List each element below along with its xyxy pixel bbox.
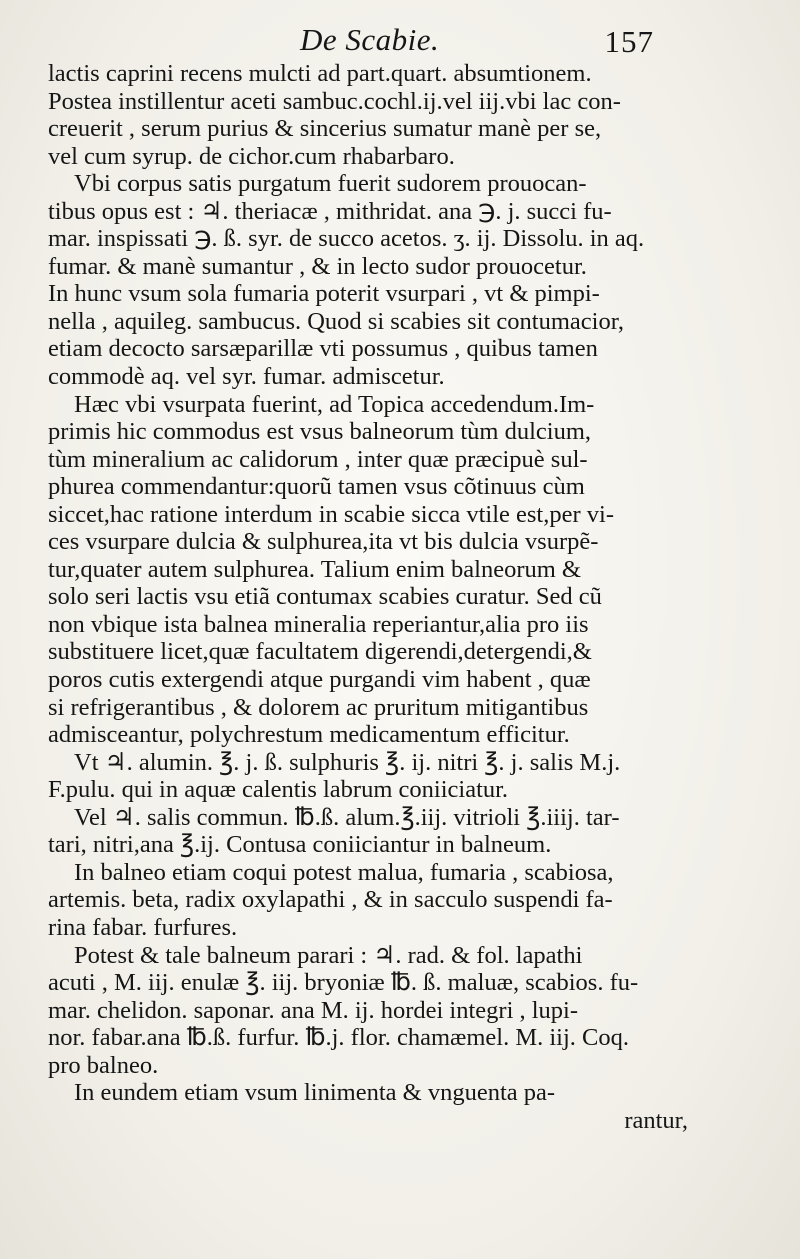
page-number: 157 [604,24,654,59]
body-text [48,60,688,1134]
text-line: lactis caprini recens mulcti ad part.quart. absumtionem. [48,60,592,87]
text-line: substituere licet,quæ facultatem digerendi,detergendi,& [48,638,592,666]
text-line: Potest & tale balneum parari : ♃. rad. & fol. lapathi [74,941,583,969]
text-line: pro balneo. [48,1051,159,1079]
text-line: solo seri lactis vsu etiã contumax scabies curatur. Sed cũ [48,583,602,611]
text-line: Postea instillentur aceti sambuc.cochl.ij.vel iij.vbi lac con- [48,87,621,115]
text-line: etiam decocto sarsæparillæ vti possumus , quibus tamen [48,335,598,363]
text-line: mar. chelidon. saponar. ana M. ij. hordei integri , lupi- [48,996,579,1024]
text-line: artemis. beta, radix oxylapathi , & in sacculo suspendi fa- [48,886,613,914]
text-line: tùm mineralium ac calidorum , inter quæ præcipuè sul- [48,445,588,473]
text-line: phurea commendantur:quorũ tamen vsus cõtinuus cùm [48,473,585,501]
text-line: rantur, [624,1106,688,1134]
text-line: F.pulu. qui in aquæ calentis labrum coniiciatur. [48,776,509,804]
text-line: Vel ♃. salis commun. ℔.ß. alum.℥.iij. vitrioli ℥.iiij. tar- [74,803,620,831]
text-line: In balneo etiam coqui potest malua, fumaria , scabiosa, [74,858,614,886]
text-line: ces vsurpare dulcia & sulphurea,ita vt bis dulcia vsurpẽ- [48,528,599,556]
text-line: primis hic commodus est vsus balneorum tùm dulcium, [48,418,592,446]
running-title: De Scabie. [300,22,440,57]
text-line: Vt ♃. alumin. ℥. j. ß. sulphuris ℥. ij. nitri ℥. j. salis M.j. [74,748,621,776]
text-line: nor. fabar.ana ℔.ß. furfur. ℔.j. flor. chamæmel. M. iij. Coq. [48,1024,630,1052]
text-line: rina fabar. furfures. [48,913,238,941]
text-line: tur,quater autem sulphurea. Talium enim balneorum & [48,555,581,583]
text-line: mar. inspissati ℈. ß. syr. de succo acetos. ʒ. ij. Dissolu. in aq. [48,225,645,253]
text-line: siccet,hac ratione interdum in scabie sicca vtile est,per vi- [48,500,614,528]
text-line: commodè aq. vel syr. fumar. admiscetur. [48,363,445,391]
text-line: vel cum syrup. de cichor.cum rhabarbaro. [48,142,455,170]
text-line: Vbi corpus satis purgatum fuerit sudorem prouocan- [74,170,587,198]
text-line: tari, nitri,ana ℥.ij. Contusa coniiciantur in balneum. [48,831,552,859]
text-line: admisceantur, polychrestum medicamentum efficitur. [48,721,570,749]
text-line: tibus opus est : ♃. theriacæ , mithridat. ana ℈. j. succi fu- [48,197,612,225]
text-line: poros cutis extergendi atque purgandi vim habent , quæ [48,666,591,694]
text-line: si refrigerantibus , & dolorem ac pruritum mitigantibus [48,693,589,721]
text-line: creuerit , serum purius & sincerius sumatur manè per se, [48,115,602,143]
text-line: nella , aquileg. sambucus. Quod si scabies sit contumacior, [48,307,625,335]
text-line: In eundem etiam vsum linimenta & vnguenta pa- [74,1079,556,1107]
text-line: fumar. & manè sumantur , & in lecto sudor prouocetur. [48,252,587,280]
text-line: non vbique ista balnea mineralia reperiantur,alia pro iis [48,610,589,638]
text-line: acuti , M. iij. enulæ ℥. iij. bryoniæ ℔. ß. maluæ, scabios. fu- [48,969,639,997]
text-line: Hæc vbi vsurpata fuerint, ad Topica accedendum.Im- [74,390,595,418]
text-line: In hunc vsum sola fumaria poterit vsurpari , vt & pimpi- [48,280,600,308]
